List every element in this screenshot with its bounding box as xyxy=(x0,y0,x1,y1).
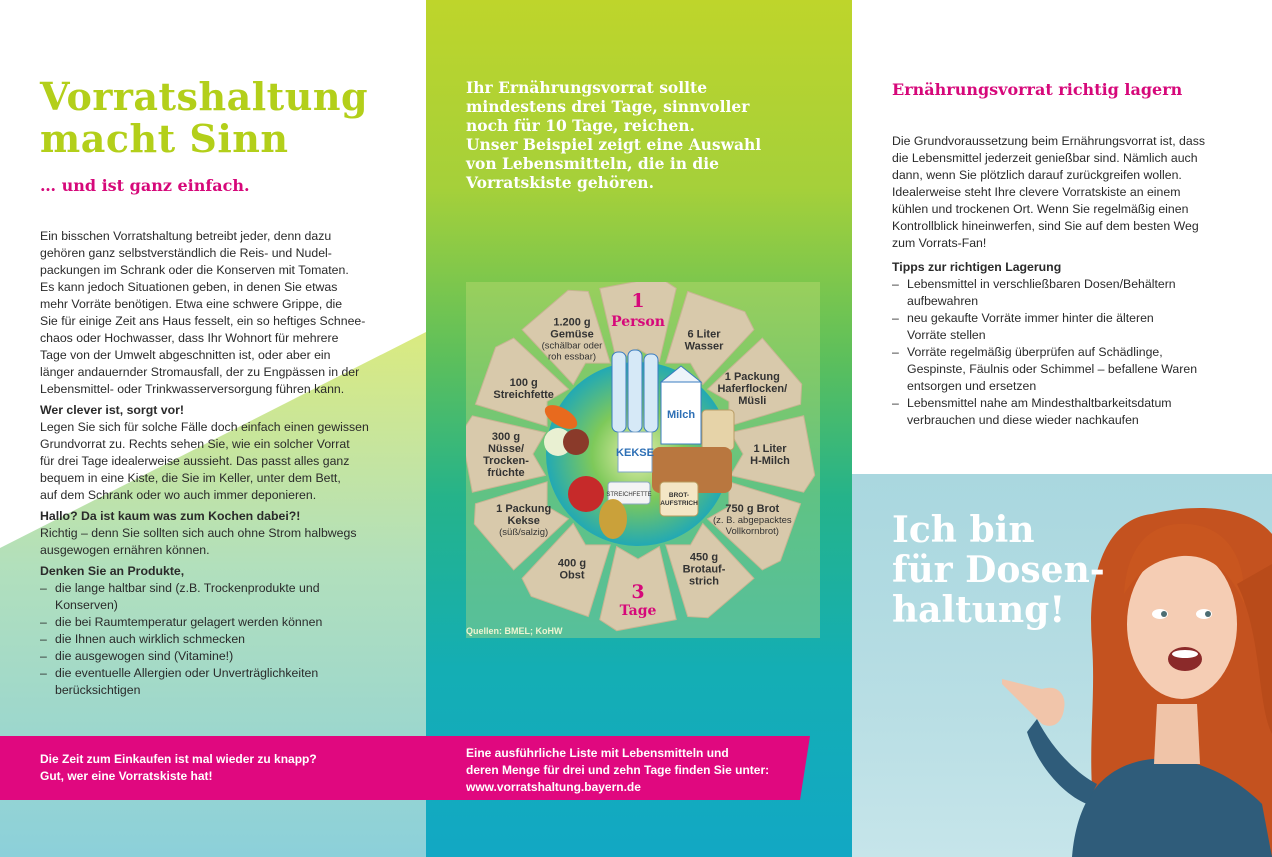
banner-left-text xyxy=(40,751,317,785)
wheel-item-label: Streichfette xyxy=(493,389,554,401)
tip-item-text: – Vorräte regelmäßig überprüfen auf Schädlinge, xyxy=(907,345,1163,359)
wheel-item-label: 100 g xyxy=(509,377,538,389)
text-line: Kontrollblick hineinwerfen, sind Sie auf dem besten Weg xyxy=(892,219,1199,233)
text-line: Lebensmittel- oder Trinkwasserversorgung führen kann. xyxy=(40,382,345,396)
wheel-item-label: Wasser xyxy=(684,340,724,353)
tip-item-text: entsorgen und ersetzen xyxy=(907,379,1037,393)
wheel-item-note: Vollkornbrot) xyxy=(725,526,779,537)
banner-line: Die Zeit zum Einkaufen ist mal wieder zu knapp? xyxy=(40,752,317,766)
list-item xyxy=(40,648,400,665)
storage-paragraph xyxy=(892,133,1252,252)
banner-line: deren Menge für drei und zehn Tage finden Sie unter: xyxy=(466,763,770,777)
nuts-icon xyxy=(563,429,589,455)
wheel-item-label: Müsli xyxy=(738,395,767,407)
text-line: mehr Vorräte benötigen. Etwa eine schwere Grippe, die xyxy=(40,297,343,311)
tip-item-text: – Lebensmittel nahe am Mindesthaltbarkeitsdatum xyxy=(907,396,1172,410)
heading-clever: Wer clever ist, sorgt vor! xyxy=(40,403,184,417)
text-line: auf dem Schrank oder wo auch immer deponieren. xyxy=(40,488,317,502)
wheel-item-label: H-Milch xyxy=(750,455,790,467)
banner-line: www.vorratshaltung.bayern.de xyxy=(466,780,641,794)
heading-line: noch für 10 Tage, reichen. xyxy=(466,116,695,135)
tip-item xyxy=(892,395,1252,429)
intro-paragraph xyxy=(40,228,400,398)
tip-item-text: aufbewahren xyxy=(907,294,979,308)
tips-heading: Tipps zur richtigen Lagerung xyxy=(892,260,1062,274)
slogan-line: haltung! xyxy=(892,589,1066,631)
wheel-item-label: Trocken- xyxy=(483,455,529,467)
wheel-item-label: Nüsse/ xyxy=(487,443,525,455)
wheel-item-label: Haferflocken/ xyxy=(717,383,788,395)
wheel-item-label: Kekse xyxy=(507,515,540,527)
slogan-line: für Dosen- xyxy=(892,549,1105,591)
right-panel xyxy=(852,0,1272,857)
intro-text xyxy=(40,228,400,699)
wheel-item-label: 1.200 g xyxy=(553,316,591,329)
middle-heading xyxy=(466,78,826,192)
list-item xyxy=(40,631,400,648)
list-item xyxy=(40,580,400,614)
tip-item xyxy=(892,276,1252,310)
text-line: Richtig – denn Sie sollten sich auch ohne Strom halbwegs xyxy=(40,526,357,540)
pear-icon xyxy=(599,499,627,539)
main-title-line2: macht Sinn xyxy=(40,116,289,161)
main-title-line1: Vorratshaltung xyxy=(40,74,369,119)
list-item-text: Konserven) xyxy=(55,598,118,612)
text-line: Ein bisschen Vorratshaltung betreibt jeder, denn dazu xyxy=(40,229,332,243)
tips-list xyxy=(892,276,1252,429)
wheel-item-note: (schälbar oder xyxy=(541,340,603,352)
source-note: Quellen: BMEL; KoHW xyxy=(466,626,563,636)
spread-label-2: AUFSTRICH xyxy=(660,500,698,507)
person-number: 1 xyxy=(631,290,645,312)
milk-label: Milch xyxy=(666,409,696,421)
days-label: Tage xyxy=(619,603,657,619)
list-item xyxy=(40,665,400,699)
oats-bag-icon xyxy=(702,410,734,450)
spread-label-1: BROT- xyxy=(668,492,690,499)
days-number: 3 xyxy=(631,581,645,603)
woman-photo xyxy=(852,474,1272,857)
wheel-item-note: (z. B. abgepacktes xyxy=(712,515,792,526)
list-item-text: berücksichtigen xyxy=(55,683,141,697)
heading-line: Unser Beispiel zeigt eine Auswahl xyxy=(466,135,762,154)
text-line: ausgewogen ernähren können. xyxy=(40,543,210,557)
text-line: packungen im Schrank oder die Konserven mit Tomaten. xyxy=(40,263,349,277)
wheel-item-label: 1 Packung xyxy=(724,371,780,383)
list-item-text: – die bei Raumtemperatur gelagert werden können xyxy=(55,615,323,629)
text-line: Sie für einige Zeit ans Haus fesselt, ein so heftiges Schnee- xyxy=(40,314,366,328)
water-bottle-icon xyxy=(612,352,626,432)
text-line: Tage von der Umwelt abgeschnitten ist, oder aber ein xyxy=(40,348,331,362)
text-line: Es kann jedoch Situationen geben, in denen Sie etwas xyxy=(40,280,338,294)
kekse-label: KEKSE xyxy=(616,447,654,459)
banner-line: Eine ausführliche Liste mit Lebensmitteln und xyxy=(466,746,729,760)
text-line: die Lebensmittel jederzeit genießbar sind. Nämlich auch xyxy=(892,151,1198,165)
wheel-item-label: 6 Liter xyxy=(687,328,721,341)
text-line: Idealerweise steht Ihre clevere Vorratskiste an einem xyxy=(892,185,1181,199)
list-item-text: – die lange haltbar sind (z.B. Trockenprodukte und xyxy=(55,581,320,595)
wheel-item-label: 1 Packung xyxy=(496,503,552,515)
wheel-item-label: Gemüse xyxy=(550,328,594,341)
text-line: Legen Sie sich für solche Fälle doch einfach einen gewissen xyxy=(40,420,369,434)
list-item-text: – die ausgewogen sind (Vitamine!) xyxy=(55,649,234,663)
slogan xyxy=(892,510,1105,630)
text-line: dann, wenn Sie plötzlich darauf zurückgreifen wollen. xyxy=(892,168,1182,182)
tip-item-text: – Lebensmittel in verschließbaren Dosen/Behältern xyxy=(907,277,1176,291)
text-line: für drei Tage idealerweise aussieht. Das passt alles ganz xyxy=(40,454,350,468)
list-item xyxy=(40,614,400,631)
list-item-text: – die Ihnen auch wirklich schmecken xyxy=(55,632,246,646)
banner-right-text xyxy=(466,745,769,796)
heading-line: Vorratskiste gehören. xyxy=(466,173,654,192)
wheel-item-label: Brotauf- xyxy=(682,563,726,576)
heading-produkte: Denken Sie an Produkte, xyxy=(40,564,185,578)
subtitle: … und ist ganz einfach. xyxy=(40,176,250,195)
storage-text xyxy=(892,133,1252,429)
heading-kochen: Hallo? Da ist kaum was zum Kochen dabei?! xyxy=(40,509,301,523)
wheel-item-note: roh essbar) xyxy=(547,351,597,363)
heading-line: von Lebensmitteln, die in die xyxy=(466,154,720,173)
text-line: kühlen und trockenen Ort. Wenn Sie regelmäßig einen xyxy=(892,202,1189,216)
heading-line: mindestens drei Tage, sinnvoller xyxy=(466,97,750,116)
apple-icon xyxy=(568,476,604,512)
list-item-text: – die eventuelle Allergien oder Unverträglichkeiten xyxy=(55,666,319,680)
water-bottle-icon xyxy=(644,354,658,432)
wheel-item-label: früchte xyxy=(487,467,525,479)
wheel-item-label: 300 g xyxy=(491,431,521,443)
wheel-item-label: 450 g xyxy=(689,551,719,564)
text-line: gehören ganz selbstverständlich die Reis- und Nudel- xyxy=(40,246,332,260)
text-line: chaos oder Hochwasser, dass Ihr Wohnort für mehrere xyxy=(40,331,339,345)
wheel-item-label: 750 g Brot xyxy=(725,503,780,515)
tip-item xyxy=(892,310,1252,344)
text-line: Die Grundvoraussetzung beim Ernährungsvorrat ist, dass xyxy=(892,134,1206,148)
kochen-paragraph xyxy=(40,525,400,559)
tip-item xyxy=(892,344,1252,395)
pink-banner xyxy=(0,736,810,800)
supply-wheel xyxy=(466,282,820,638)
wheel-item-label: strich xyxy=(689,575,719,588)
product-list xyxy=(40,580,400,699)
clever-paragraph xyxy=(40,419,400,504)
left-panel xyxy=(0,0,426,857)
banner-line: Gut, wer eine Vorratskiste hat! xyxy=(40,769,213,783)
person-label: Person xyxy=(611,314,665,330)
wheel-item-label: 1 Liter xyxy=(753,443,787,455)
wheel-item-label: Obst xyxy=(559,569,585,582)
wheel-item-note: (süß/salzig) xyxy=(499,527,549,538)
text-line: länger andauernder Stromausfall, der zu Engpässen in der xyxy=(40,365,360,379)
storage-heading: Ernährungsvorrat richtig lagern xyxy=(892,80,1183,99)
tip-item-text: verbrauchen und diese wieder nachkaufen xyxy=(907,413,1139,427)
tip-item-text: Vorräte stellen xyxy=(907,328,986,342)
text-line: Grundvorrat zu. Rechts sehen Sie, wie ein solcher Vorrat xyxy=(40,437,350,451)
wheel-item-label: 400 g xyxy=(557,557,587,570)
slogan-line: Ich bin xyxy=(892,509,1035,551)
water-bottle-icon xyxy=(628,350,642,432)
tip-item-text: Gespinste, Fäulnis oder Schimmel – befallene Waren xyxy=(907,362,1198,376)
heading-line: Ihr Ernährungsvorrat sollte xyxy=(466,78,708,97)
spread-jar-icon xyxy=(660,482,698,516)
text-line: bequem in eine Kiste, die Sie im Keller, unter dem Bett, xyxy=(40,471,341,485)
text-line: zum Vorrats-Fan! xyxy=(892,236,987,250)
tip-item-text: – neu gekaufte Vorräte immer hinter die älteren xyxy=(907,311,1154,325)
streichfette-label: STREICHFETTE xyxy=(606,492,652,498)
